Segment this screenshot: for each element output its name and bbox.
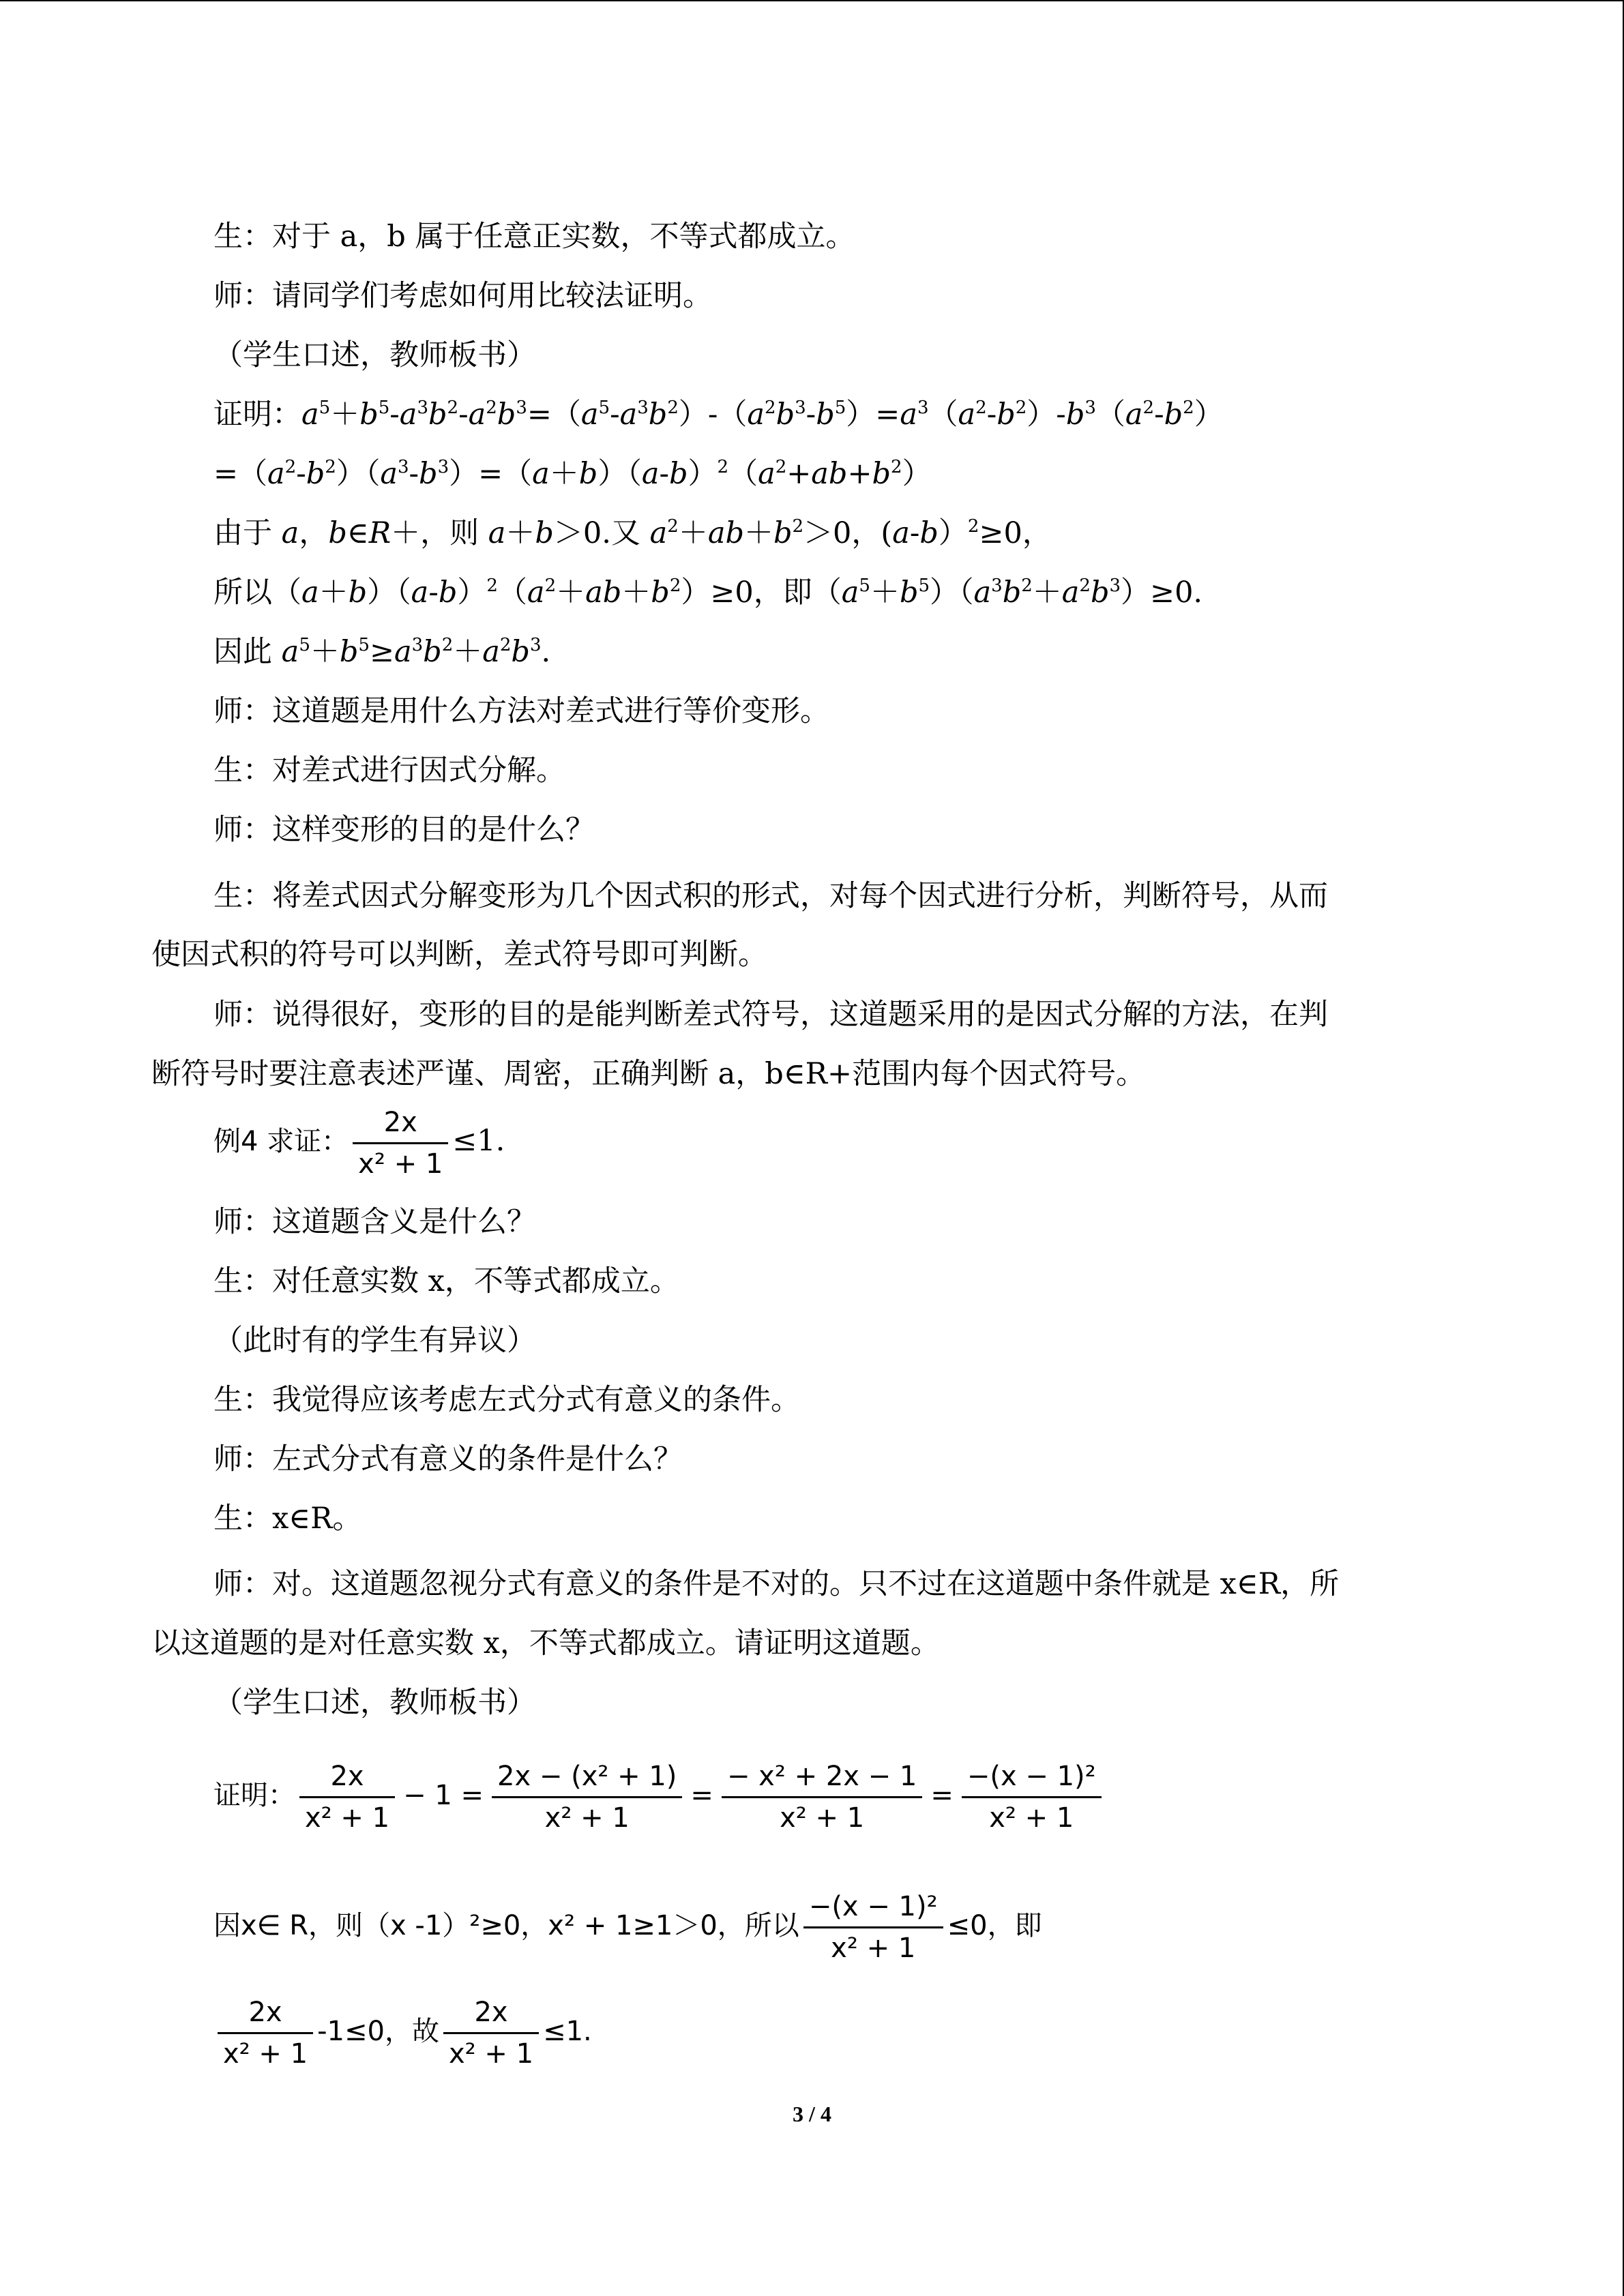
- dialogue-line: 生：x∈R。: [213, 1502, 362, 1536]
- dialogue-line: 师：左式分式有意义的条件是什么？: [213, 1442, 683, 1476]
- dialogue-line: 使因式积的符号可以判断，差式符号即可判断。: [151, 938, 767, 972]
- dialogue-line: 生：对任意实数 x，不等式都成立。: [213, 1264, 679, 1298]
- dialogue-line: 生：对差式进行因式分解。: [213, 754, 565, 788]
- proof-line-1: 证明：$a^5+b^5-a^3b^2-a^2b^3=(a^5-a^3b^2)-(a^2b^3-b^5)=a^3(a^2-b^2)-b^3(a^2-b^2)$: [213, 398, 1224, 432]
- proof-line-3: 由于 a，b∈R＋，则 a＋b＞0.又 $a^2+ab+b^2>0$，(a-b）$^2$≥0，: [213, 516, 1052, 550]
- stage-note: （此时有的学生有异议）: [213, 1324, 536, 1358]
- dialogue-line: 生：将差式因式分解变形为几个因式积的形式，对每个因式进行分析，判断符号，从而: [213, 879, 1328, 913]
- dialogue-line: 生：对于 a，b 属于任意正实数，不等式都成立。: [213, 220, 855, 254]
- fraction: $\frac{\text{−(x − 1)²}}{\text{x² + 1}}$: [803, 1890, 943, 1965]
- proof-2-line-2: 因x∈ R，则（x -1）²≥0，x² + 1≥1＞0，所以 $\frac{\text{−(x − 1)²}}{\text{x² + 1}}$ ≤0，即: [213, 1890, 1042, 1964]
- fraction: $\frac{2x}{\text{x² + 1}}$: [218, 1995, 313, 2071]
- stage-note: （学生口述，教师板书）: [213, 1686, 536, 1720]
- dialogue-line: 师：请同学们考虑如何用比较法证明。: [213, 279, 712, 313]
- dialogue-line: 生：我觉得应该考虑左式分式有意义的条件。: [213, 1383, 800, 1417]
- proof-label: 证明：: [213, 398, 301, 432]
- dialogue-line: 师：对。这道题忽视分式有意义的条件是不对的。只不过在这道题中条件就是 x∈R，所: [213, 1567, 1340, 1601]
- proof-line-2: $=(a^2-b^2)(a^3-b^3)=(a+b)(a-b)^2(a^2+ab+b^2)$: [213, 457, 932, 491]
- page-number: 3 / 4: [793, 2102, 831, 2126]
- fraction: $\frac{2x}{\text{x² + 1}}$: [353, 1105, 448, 1181]
- dialogue-line: 师：说得很好，变形的目的是能判断差式符号，这道题采用的是因式分解的方法，在判: [213, 998, 1328, 1032]
- fraction: $\frac{\text{2x − (x² + 1)}}{\text{x² + 1}}$: [492, 1759, 682, 1835]
- example-label: 例4 求证：: [213, 1126, 349, 1157]
- fraction: $\frac{\text{− x² + 2x − 1}}{\text{x² + 1}}$: [722, 1759, 922, 1835]
- stage-note: （学生口述，教师板书）: [213, 338, 536, 372]
- fraction: $\frac{2x}{\text{x² + 1}}$: [443, 1995, 539, 2071]
- fraction: $\frac{2x}{\text{x² + 1}}$: [299, 1759, 395, 1835]
- example-4: 例4 求证： $\frac{2x}{\text{x² + 1}}$ ≤1.: [213, 1106, 505, 1180]
- proof-label: 证明：: [213, 1780, 295, 1811]
- dialogue-line: 师：这道题含义是什么？: [213, 1205, 536, 1239]
- proof-2-line-3: $\frac{2x}{\text{x² + 1}}$ -1≤0，故 $\frac{2x}{\text{x² + 1}}$ ≤1.: [213, 1990, 592, 2072]
- proof-2-line-1: 证明： $\frac{2x}{\text{x² + 1}}$ − 1 = $\frac{\text{2x − (x² + 1)}}{\text{x² + 1}}$ = $\frac{\text{− x² + 2x − 1}}{\text{x² + 1}}$ = $\frac{\text{−(x − 1)²}}{\text{x² + 1}}$: [213, 1754, 1106, 1836]
- dialogue-line: 以这道题的是对任意实数 x，不等式都成立。请证明这道题。: [151, 1626, 940, 1660]
- dialogue-line: 师：这样变形的目的是什么？: [213, 813, 595, 847]
- dialogue-line: 断符号时要注意表述严谨、周密，正确判断 a，b∈R+范围内每个因式符号。: [151, 1057, 1146, 1091]
- dialogue-line: 师：这道题是用什么方法对差式进行等价变形。: [213, 694, 829, 728]
- fraction: $\frac{\text{−(x − 1)²}}{\text{x² + 1}}$: [962, 1759, 1102, 1835]
- proof-line-5: 因此 $a^5+b^5\ge a^3b^2+a^2b^3$.: [213, 635, 551, 669]
- proof-line-4: 所以$(a+b)(a-b)^2(a^2+ab+b^2)\ge 0$，即$(a^5+b^5)(a^3b^2+a^2b^3)\ge 0$.: [213, 576, 1203, 610]
